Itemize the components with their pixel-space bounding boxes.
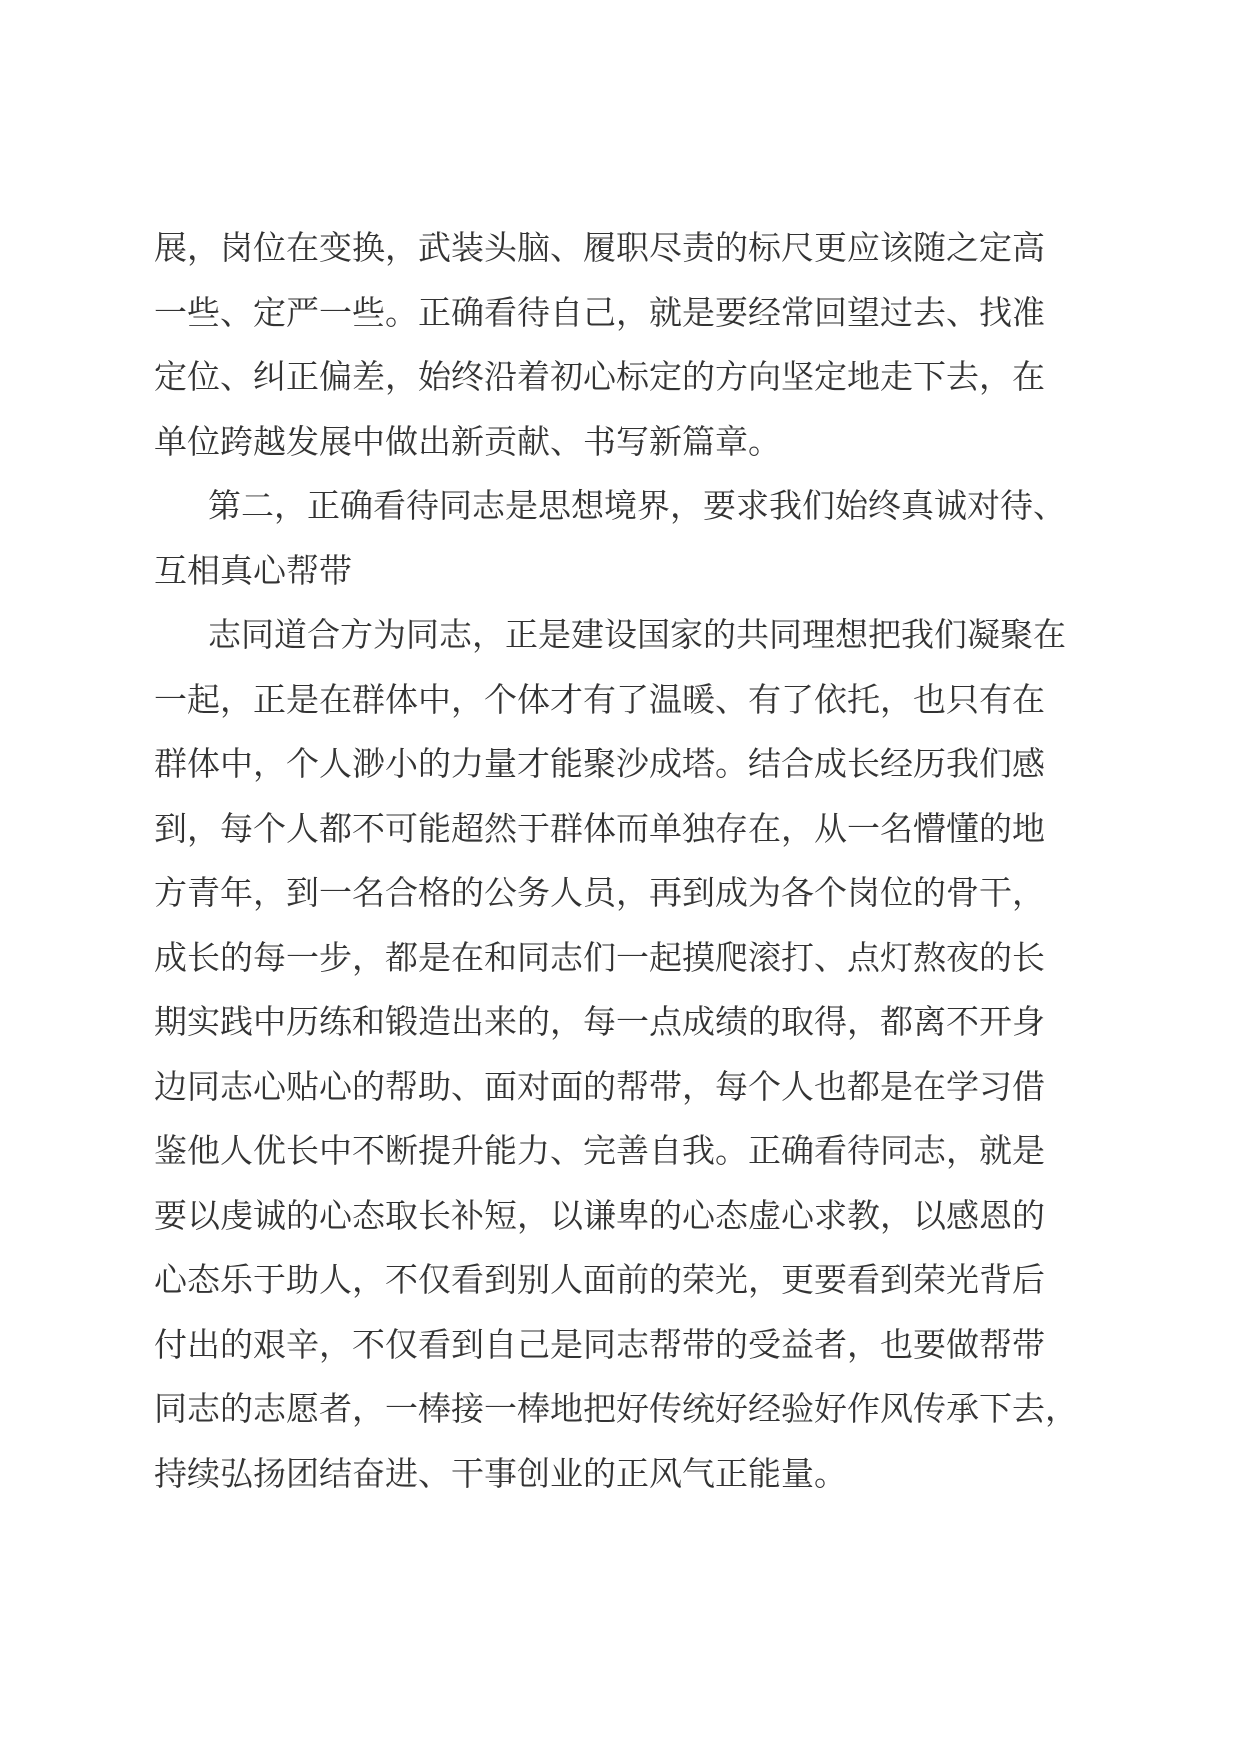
paragraph-3-line-8: 边同志心贴心的帮助、面对面的帮带，每个人也都是在学习借 — [154, 1066, 1045, 1106]
document-body — [154, 216, 1090, 1506]
section-heading-line-2: 互相真心帮带 — [154, 550, 352, 590]
paragraph-3 — [154, 603, 1090, 1506]
paragraph-3-line-7: 期实践中历练和锻造出来的，每一点成绩的取得，都离不开身 — [154, 1002, 1045, 1041]
paragraph-3-line-4: 到，每个人都不可能超然于群体而单独存在，从一名懵懂的地 — [154, 808, 1045, 848]
paragraph-1-line-1: 展，岗位在变换，武装头脑、履职尽责的标尺更应该随之定高 — [154, 228, 1045, 267]
paragraph-1 — [154, 216, 1090, 474]
paragraph-3-line-10: 要以虔诚的心态取长补短，以谦卑的心态虚心求教，以感恩的 — [154, 1195, 1045, 1235]
paragraph-1-line-4: 单位跨越发展中做出新贡献、书写新篇章。 — [154, 421, 781, 461]
paragraph-1-line-3: 定位、纠正偏差，始终沿着初心标定的方向坚定地走下去，在 — [154, 357, 1045, 396]
paragraph-3-line-14: 持续弘扬团结奋进、干事创业的正风气正能量。 — [154, 1453, 847, 1493]
paragraph-3-line-12: 付出的艰辛，不仅看到自己是同志帮带的受益者，也要做帮带 — [154, 1324, 1045, 1364]
paragraph-3-line-5: 方青年，到一名合格的公务人员，再到成为各个岗位的骨干， — [154, 873, 1045, 912]
paragraph-1-line-2: 一些、定严一些。正确看待自己，就是要经常回望过去、找准 — [154, 292, 1045, 332]
paragraph-3-line-3: 群体中，个人渺小的力量才能聚沙成塔。结合成长经历我们感 — [154, 744, 1045, 783]
section-heading-line-1: 第二，正确看待同志是思想境界，要求我们始终真诚对待、 — [208, 486, 1066, 525]
paragraph-3-line-13: 同志的志愿者，一棒接一棒地把好传统好经验好作风传承下去， — [154, 1389, 1078, 1428]
paragraph-3-line-6: 成长的每一步，都是在和同志们一起摸爬滚打、点灯熬夜的长 — [154, 937, 1045, 977]
section-heading — [154, 474, 1090, 603]
paragraph-3-line-11: 心态乐于助人，不仅看到别人面前的荣光，更要看到荣光背后 — [154, 1260, 1045, 1299]
paragraph-3-line-1: 志同道合方为同志，正是建设国家的共同理想把我们凝聚在 — [208, 615, 1066, 654]
paragraph-3-line-2: 一起，正是在群体中，个体才有了温暖、有了依托，也只有在 — [154, 679, 1045, 719]
paragraph-3-line-9: 鉴他人优长中不断提升能力、完善自我。正确看待同志，就是 — [154, 1131, 1045, 1170]
